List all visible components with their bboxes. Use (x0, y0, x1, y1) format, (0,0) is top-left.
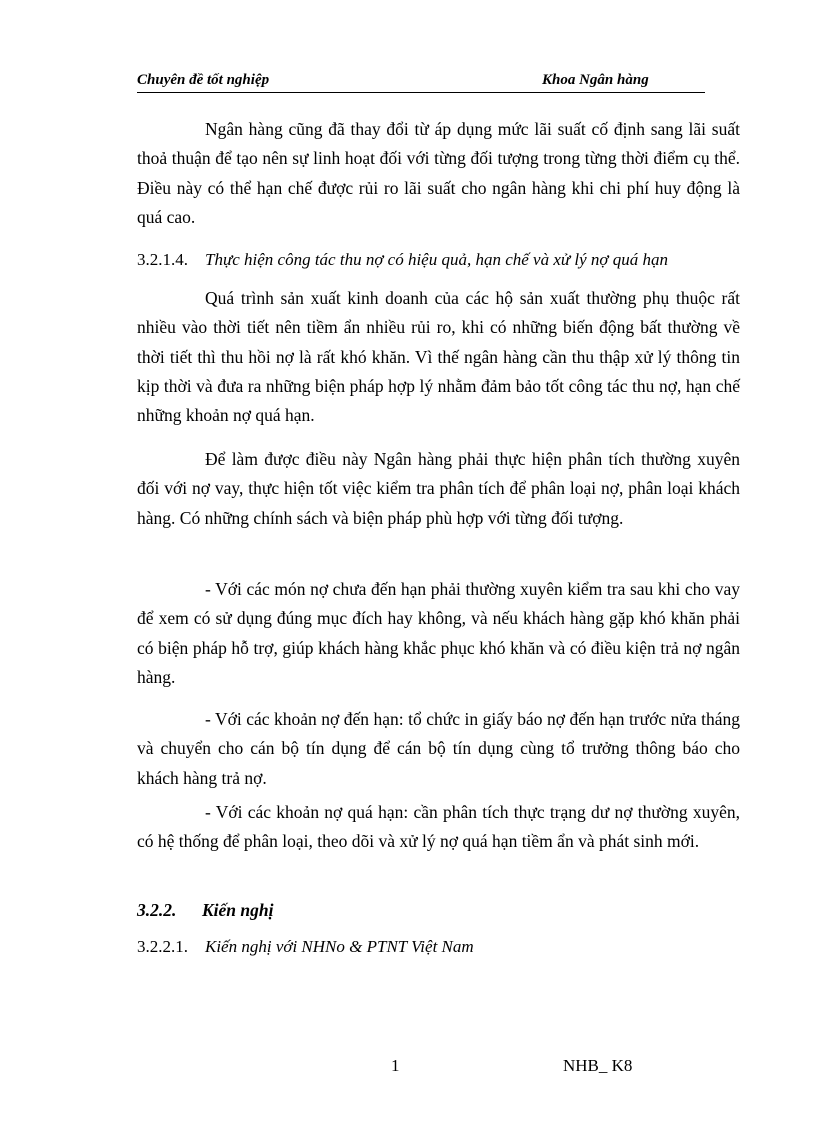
footer-code: NHB_ K8 (563, 1056, 633, 1075)
header-left: Chuyên đề tốt nghiệp (137, 72, 270, 88)
heading-title: Thực hiện công tác thu nợ có hiệu quả, hạn chế và xử lý nợ quá hạn (205, 250, 669, 269)
heading-number: 3.2.1.4. (137, 250, 188, 269)
paragraph: Để làm được điều này Ngân hàng phải thực hiện phân tích thường xuyên đối với nợ vay, thực hiện tốt việc kiểm tra phân tích để phân loại nợ, phân loại khách hàng. Có những chính sách và biện pháp phù hợp với từng đối tượng. (137, 449, 740, 528)
heading-title: Kiến nghị với NHNo & PTNT Việt Nam (205, 937, 474, 956)
heading-3-2-2 (137, 900, 274, 921)
paragraph: Quá trình sản xuất kinh doanh của các hộ sản xuất thường phụ thuộc rất nhiều vào thời tiết nên tiềm ẩn nhiều rủi ro, khi có những biến động bất thường về thời tiết thì thu hồi nợ là rất khó khăn. Vì thế ngân hàng cần thu thập xử lý thông tin kịp thời và đưa ra những biện pháp hợp lý nhằm đảm bảo tốt công tác thu nợ, hạn chế những khoản nợ quá hạn. (137, 288, 740, 426)
header-right: Khoa Ngân hàng (542, 72, 649, 88)
paragraph: - Với các khoản nợ quá hạn: cần phân tích thực trạng dư nợ thường xuyên, có hệ thống để phân loại, theo dõi và xử lý nợ quá hạn tiềm ẩn và phát sinh mới. (137, 802, 740, 852)
paragraph: Ngân hàng cũng đã thay đổi từ áp dụng mức lãi suất cố định sang lãi suất thoả thuận để tạo nên sự linh hoạt đối với từng đối tượng trong từng thời điểm cụ thể. Điều này có thể hạn chế được rủi ro lãi suất cho ngân hàng khi chi phí huy động là quá cao. (137, 119, 740, 227)
page-number: 1 (391, 1056, 400, 1075)
heading-number: 3.2.2.1. (137, 937, 188, 956)
paragraph: - Với các món nợ chưa đến hạn phải thường xuyên kiểm tra sau khi cho vay để xem có sử dụng đúng mục đích hay không, và nếu khách hàng gặp khó khăn phải có biện pháp hỗ trợ, giúp khách hàng khắc phục khó khăn và có điều kiện trả nợ ngân hàng. (137, 579, 740, 687)
paragraph: - Với các khoản nợ đến hạn: tổ chức in giấy báo nợ đến hạn trước nửa tháng và chuyển cho cán bộ tín dụng để cán bộ tín dụng cùng tổ trưởng thông báo cho khách hàng trả nợ. (137, 709, 740, 788)
page-header (137, 70, 705, 93)
heading-number: 3.2.2. (137, 900, 177, 920)
heading-title: Kiến nghị (202, 900, 274, 920)
heading-3-2-2-1 (137, 937, 474, 957)
heading-3-2-1-4 (137, 250, 668, 270)
